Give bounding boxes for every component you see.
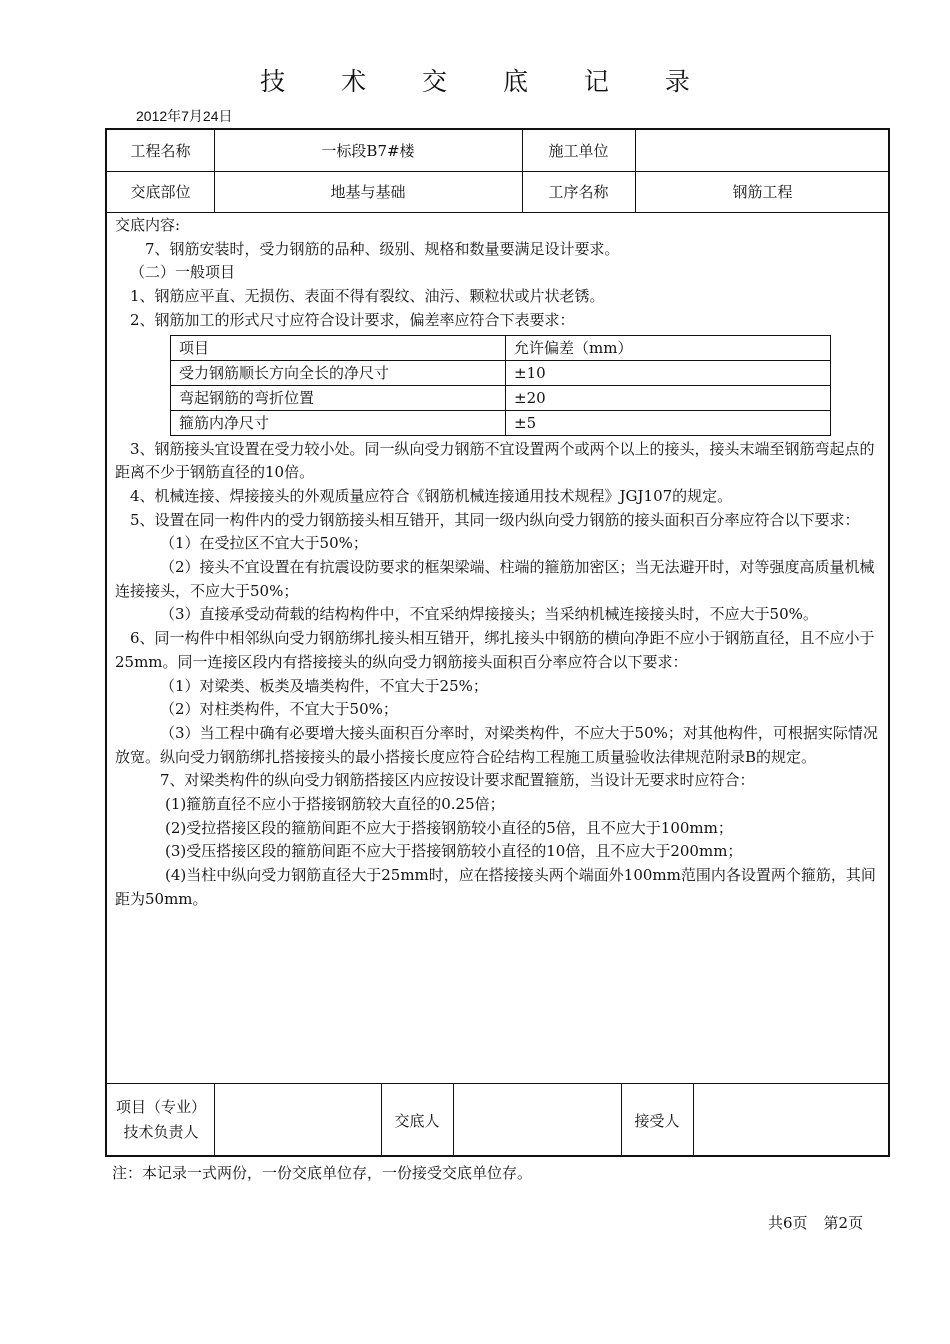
- content-paragraph: （2）接头不宜设置在有抗震设防要求的框架梁端、柱端的箍筋加密区；当无法避开时，对等强度高质量机械连接接头，不应大于50%；: [115, 558, 875, 600]
- content-paragraph: (3)受压搭接区段的箍筋间距不应大于搭接钢筋较小直径的10倍，且不应大于200mm；: [165, 842, 743, 861]
- document-title: 技 术 交 底 记 录: [260, 67, 714, 96]
- record-date: 2012年7月24日: [136, 108, 233, 124]
- construction-unit-value: [635, 130, 890, 171]
- table-header: 允许偏差（mm）: [506, 335, 831, 360]
- content-paragraph: 2、钢筋加工的形式尺寸应符合设计要求，偏差率应符合下表要求：: [130, 310, 575, 329]
- table-header: 项目: [171, 335, 506, 360]
- content-paragraph: （1）在受拉区不宜大于50%；: [160, 534, 368, 553]
- table-cell: 箍筋内净尺寸: [171, 410, 506, 435]
- receiver-label: 接受人: [634, 1111, 680, 1130]
- process-name-value: 钢筋工程: [732, 183, 793, 201]
- content-paragraph: 5、设置在同一构件内的受力钢筋接头相互错开，其同一级内纵向受力钢筋的接头面积百分率应符合以下要求：: [130, 510, 860, 529]
- content-paragraph: （二）一般项目: [130, 263, 236, 282]
- record-form: [105, 128, 890, 1157]
- presenter-label: 交底人: [394, 1111, 440, 1130]
- content-heading: 交底内容:: [115, 216, 181, 234]
- receiver-signature: [693, 1083, 890, 1157]
- handover-part-label: 交底部位: [130, 183, 191, 201]
- table-cell: ±10: [506, 360, 831, 385]
- tech-lead-signature: [214, 1083, 381, 1157]
- content-paragraph: (1)箍筋直径不应小于搭接钢筋较大直径的0.25倍；: [165, 795, 505, 814]
- tolerance-table: [170, 335, 831, 436]
- construction-unit-label: 施工单位: [548, 142, 609, 160]
- table-cell: 受力钢筋顺长方向全长的净尺寸: [171, 360, 506, 385]
- handover-part-value: 地基与基础: [330, 183, 406, 201]
- process-name-label: 工序名称: [548, 183, 609, 201]
- table-cell: ±5: [506, 410, 831, 435]
- content-paragraph: （3）当工程中确有必要增大接头面积百分率时，对梁类构件，不应大于50%；对其他构件，可根据实际情况放宽。纵向受力钢筋绑扎搭接接头的最小搭接长度应符合砼结构工程施工质量验收法律规范附录B的规定。: [115, 723, 878, 766]
- content-paragraph: （1）对梁类、板类及墙类构件，不宜大于25%；: [160, 676, 488, 695]
- content-paragraph: 3、钢筋接头宜设置在受力较小处。同一纵向受力钢筋不宜设置两个或两个以上的接头，接头末端至钢筋弯起点的距离不少于钢筋直径的10倍。: [115, 439, 875, 482]
- table-cell: 弯起钢筋的弯折位置: [171, 385, 506, 410]
- content-paragraph: 7、对梁类构件的纵向受力钢筋搭接区内应按设计要求配置箍筋，当设计无要求时应符合：: [160, 771, 755, 790]
- content-paragraph: (2)受拉搭接区段的箍筋间距不应大于搭接钢筋较小直径的5倍，且不应大于100mm；: [165, 818, 733, 837]
- content-paragraph: (4)当柱中纵向受力钢筋直径大于25mm时，应在搭接接头两个端面外100mm范围内各设置两个箍筋，其间距为50mm。: [115, 866, 876, 908]
- content-paragraph: 4、机械连接、焊接接头的外观质量应符合《钢筋机械连接通用技术规程》JGJ107的规定。: [130, 486, 733, 505]
- content-paragraph: 7、钢筋安装时，受力钢筋的品种、级别、规格和数量要满足设计要求。: [145, 239, 620, 258]
- footnote: 注：本记录一式两份，一份交底单位存，一份接受交底单位存。: [112, 1164, 533, 1182]
- content-paragraph: （2）对柱类构件，不宜大于50%；: [160, 700, 398, 719]
- table-row: [171, 385, 831, 410]
- page-current: 第2页: [823, 1214, 864, 1232]
- pagination: [768, 1212, 863, 1233]
- row-divider: [107, 212, 888, 213]
- project-name-label: 工程名称: [130, 142, 191, 160]
- table-row: [171, 360, 831, 385]
- presenter-signature: [453, 1083, 621, 1157]
- project-name-value: 一标段B7#楼: [321, 142, 415, 160]
- table-cell: ±20: [506, 385, 831, 410]
- table-header-row: [171, 335, 831, 360]
- page-total: 共6页: [768, 1214, 808, 1232]
- content-paragraph: 1、钢筋应平直、无损伤、表面不得有裂纹、油污、颗粒状或片状老锈。: [130, 287, 605, 306]
- content-paragraph: （3）直接承受动荷载的结构构件中，不宜采纳焊接接头；当采纳机械连接接头时，不应大于50%。: [160, 605, 818, 624]
- handover-content: [115, 214, 885, 912]
- table-row: [171, 410, 831, 435]
- tech-lead-label: 项目（专业）技术负责人: [115, 1098, 206, 1141]
- content-paragraph: 6、同一构件中相邻纵向受力钢筋绑扎接头相互错开，绑扎接头中钢筋的横向净距不应小于钢筋直径，且不应小于25mm。同一连接区段内有搭接接头的纵向受力钢筋接头面积百分率应符合以下要求：: [115, 629, 875, 671]
